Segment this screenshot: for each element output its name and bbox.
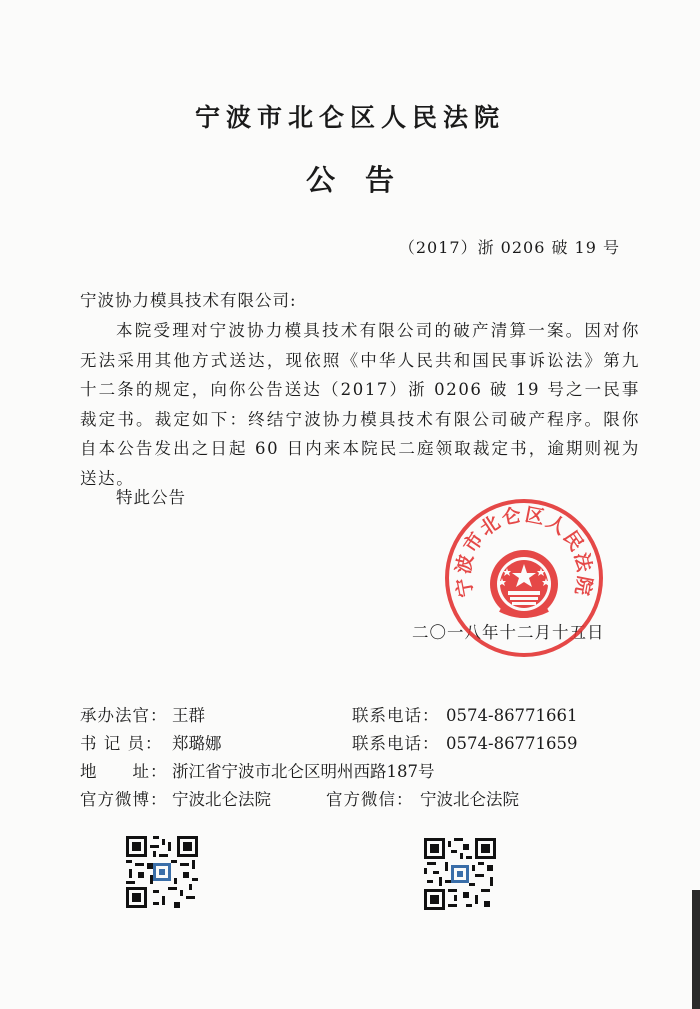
court-name: 宁波市北仑区人民法院 (194, 103, 505, 132)
court-address: 浙江省宁波市北仑区明州西路187号 (172, 762, 435, 781)
notice-body: 本院受理对宁波协力模具技术有限公司的破产清算一案。因对你无法采用其他方式送达，现依照《中华人民共和国民事诉讼法》第九十二条的规定，向你公告送达（2017）浙 0206 破 19 号之一民事裁定书。裁定如下：终结宁波协力模具技术有限公司破产程序。限你自本公告发出之日起 60 日内来本院民二庭领取裁定书，逾期则视为送达。 (80, 321, 640, 488)
closing-phrase: 特此公告 (116, 488, 186, 507)
weibo-label: 官方微博： (80, 790, 168, 809)
case-number: （2017）浙 0206 破 19 号 (398, 238, 620, 257)
seal-ring-text: 宁波市北仑区人民法院 (452, 503, 596, 599)
wechat-qr-code-icon (424, 838, 496, 910)
judge-phone-label: 联系电话： (352, 706, 440, 725)
clerk-phone: 0574-86771659 (446, 734, 578, 753)
address-label: 地 址： (80, 762, 168, 781)
clerk-name: 郑璐娜 (172, 734, 222, 753)
scan-edge-shadow (692, 890, 700, 1009)
judge-phone: 0574-86771661 (446, 706, 578, 725)
weibo-account: 宁波北仑法院 (172, 790, 271, 809)
address-row (80, 758, 435, 782)
judge-label: 承办法官： (80, 706, 168, 725)
weibo-qr-code-icon (126, 836, 198, 908)
court-seal-icon (444, 498, 604, 658)
judge-name: 王群 (172, 706, 205, 725)
addressee: 宁波协力模具技术有限公司: (80, 291, 297, 310)
notice-date: 二〇一八年十二月十五日 (412, 623, 605, 642)
clerk-row (80, 730, 578, 754)
wechat-label: 官方微信： (326, 790, 414, 809)
social-row (80, 786, 519, 810)
clerk-phone-label: 联系电话： (352, 734, 440, 753)
clerk-label: 书 记 员： (80, 734, 163, 753)
wechat-account: 宁波北仑法院 (420, 790, 519, 809)
document-title: 公告 (305, 163, 424, 197)
judge-row (80, 702, 578, 726)
